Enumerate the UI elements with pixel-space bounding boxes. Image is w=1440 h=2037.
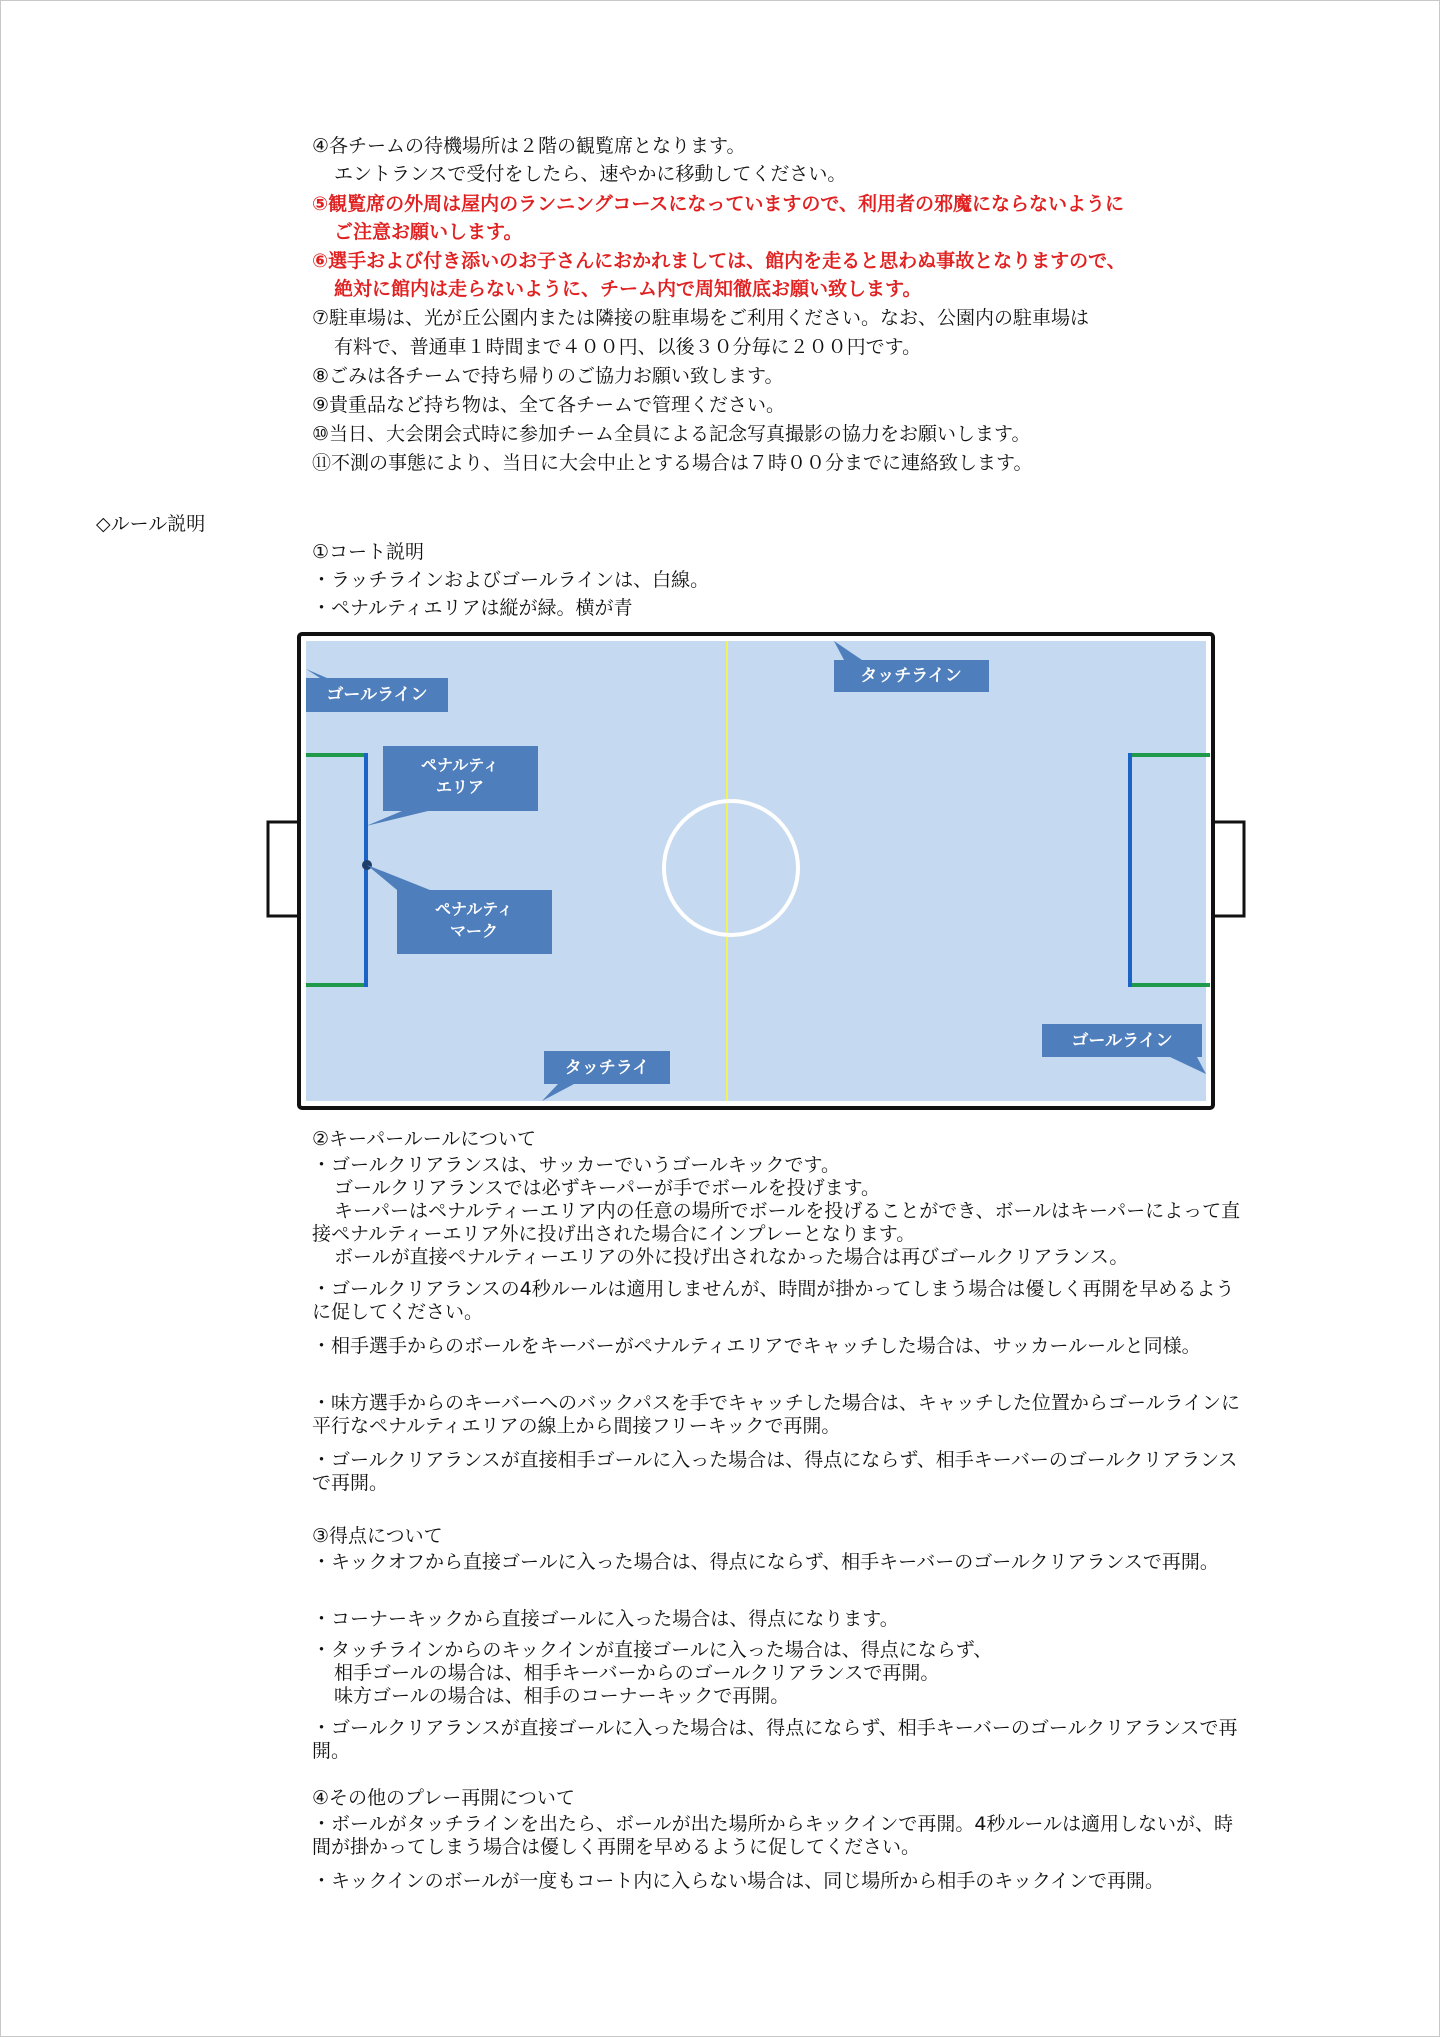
callout-penalty-area-line2: エリア — [435, 777, 485, 797]
keeper-p1: ・ゴールクリアランスは、サッカーでいうゴールキックです。 — [312, 1154, 841, 1176]
notice-5a: ⑤観覧席の外周は屋内のランニングコースになっていますので、利用者の邪魔にならないように — [312, 193, 1124, 215]
keeper-title: ②キーパールールについて — [312, 1128, 536, 1150]
notice-4a: ④各チームの待機場所は２階の観覧席となります。 — [312, 135, 746, 157]
callout-penalty-mark-line1: ペナルティ — [435, 899, 513, 919]
other-title: ④その他のプレー再開について — [312, 1787, 575, 1809]
notice-6a: ⑥選手および付き添いのお子さんにおかれましては、館内を走ると思わぬ事故となりますので、 — [312, 250, 1126, 272]
notice-6b: 絶対に館内は走らないように、チーム内で周知徹底お願い致します。 — [334, 278, 922, 300]
notice-11: ⑪不測の事態により、当日に大会中止とする場合は７時００分までに連絡致します。 — [312, 452, 1033, 474]
court-bullet-penalty: ・ペナルティエリアは縦が緑。横が青 — [312, 597, 633, 619]
score-p5: 味方ゴールの場合は、相手のコーナーキックで再開。 — [334, 1685, 790, 1707]
keeper-block-1 — [312, 1154, 1252, 1269]
keeper-p6: ・相手選手からのボールをキーバーがペナルティエリアでキャッチした場合は、サッカールールと同様。 — [312, 1335, 1201, 1357]
score-p4: 相手ゴールの場合は、相手キーバーからのゴールクリアランスで再開。 — [334, 1662, 940, 1684]
notice-4b: エントランスで受付をしたら、速やかに移動してください。 — [334, 163, 847, 185]
rules-section-title: ◇ルール説明 — [96, 513, 206, 535]
callout-touch-line-top-text: タッチライン — [860, 666, 962, 686]
notice-7b: 有料で、普通車１時間まで４００円、以後３０分毎に２００円です。 — [334, 336, 922, 358]
keeper-p8: ・ゴールクリアランスが直接相手ゴールに入った場合は、得点にならず、相手キーバーのゴールクリアランスで再開。 — [312, 1449, 1238, 1494]
score-p2: ・コーナーキックから直接ゴールに入った場合は、得点になります。 — [312, 1608, 899, 1630]
keeper-p2: ゴールクリアランスでは必ずキーパーが手でボールを投げます。 — [334, 1177, 881, 1199]
notice-9: ⑨貴重品など持ち物は、全て各チームで管理ください。 — [312, 394, 786, 416]
score-block-kickin — [312, 1639, 1252, 1708]
notice-5b: ご注意お願いします。 — [334, 221, 523, 243]
callout-goal-line-right-text: ゴールライン — [1071, 1031, 1173, 1051]
keeper-p7: ・味方選手からのキーバーへのバックパスを手でキャッチした場合は、キャッチした位置からゴールラインに平行なペナルティエリアの線上から間接フリーキックで再開。 — [312, 1392, 1240, 1437]
other-p1: ・ボールがタッチラインを出たら、ボールが出た場所からキックインで再開。4秒ルールは適用しないが、時間が掛かってしまう場合は優しく再開を早めるように促してください。 — [312, 1813, 1234, 1858]
callout-penalty-area-line1: ペナルティ — [421, 755, 499, 775]
callout-goal-line-left-text: ゴールライン — [326, 685, 428, 705]
court-title: ①コート説明 — [312, 541, 425, 563]
notice-10: ⑩当日、大会閉会式時に参加チーム全員による記念写真撮影の協力をお願いします。 — [312, 423, 1031, 445]
notice-7a: ⑦駐車場は、光が丘公園内または隣接の駐車場をご利用ください。なお、公園内の駐車場は — [312, 307, 1090, 329]
keeper-p5: ・ゴールクリアランスの4秒ルールは適用しませんが、時間が掛かってしまう場合は優しく再開を早めるように促してください。 — [312, 1278, 1235, 1323]
callout-touch-line-bottom-text: タッチライ — [564, 1058, 650, 1078]
score-p6: ・ゴールクリアランスが直接ゴールに入った場合は、得点にならず、相手キーバーのゴールクリアランスで再開。 — [312, 1717, 1238, 1762]
other-p2: ・キックインのボールが一度もコート内に入らない場合は、同じ場所から相手のキックインで再開。 — [312, 1870, 1164, 1892]
score-title: ③得点について — [312, 1525, 443, 1547]
court-diagram — [262, 628, 1252, 1114]
score-p3: ・タッチラインからのキックインが直接ゴールに入った場合は、得点にならず、 — [312, 1639, 993, 1661]
keeper-p4: ボールが直接ペナルティーエリアの外に投げ出されなかった場合は再びゴールクリアランス。 — [334, 1246, 1129, 1268]
callout-penalty-mark-line2: マーク — [449, 921, 499, 941]
score-p1: ・キックオフから直接ゴールに入った場合は、得点にならず、相手キーバーのゴールクリアランスで再開。 — [312, 1551, 1219, 1573]
notice-8: ⑧ごみは各チームで持ち帰りのご協力お願い致します。 — [312, 365, 784, 387]
court-bullet-lines: ・ラッチラインおよびゴールラインは、白線。 — [312, 569, 710, 591]
keeper-p3: キーパーはペナルティーエリア内の任意の場所でボールを投げることができ、ボールはキーパーによって直接ペナルティーエリア外に投げ出された場合にインプレーとなります。 — [312, 1200, 1241, 1245]
